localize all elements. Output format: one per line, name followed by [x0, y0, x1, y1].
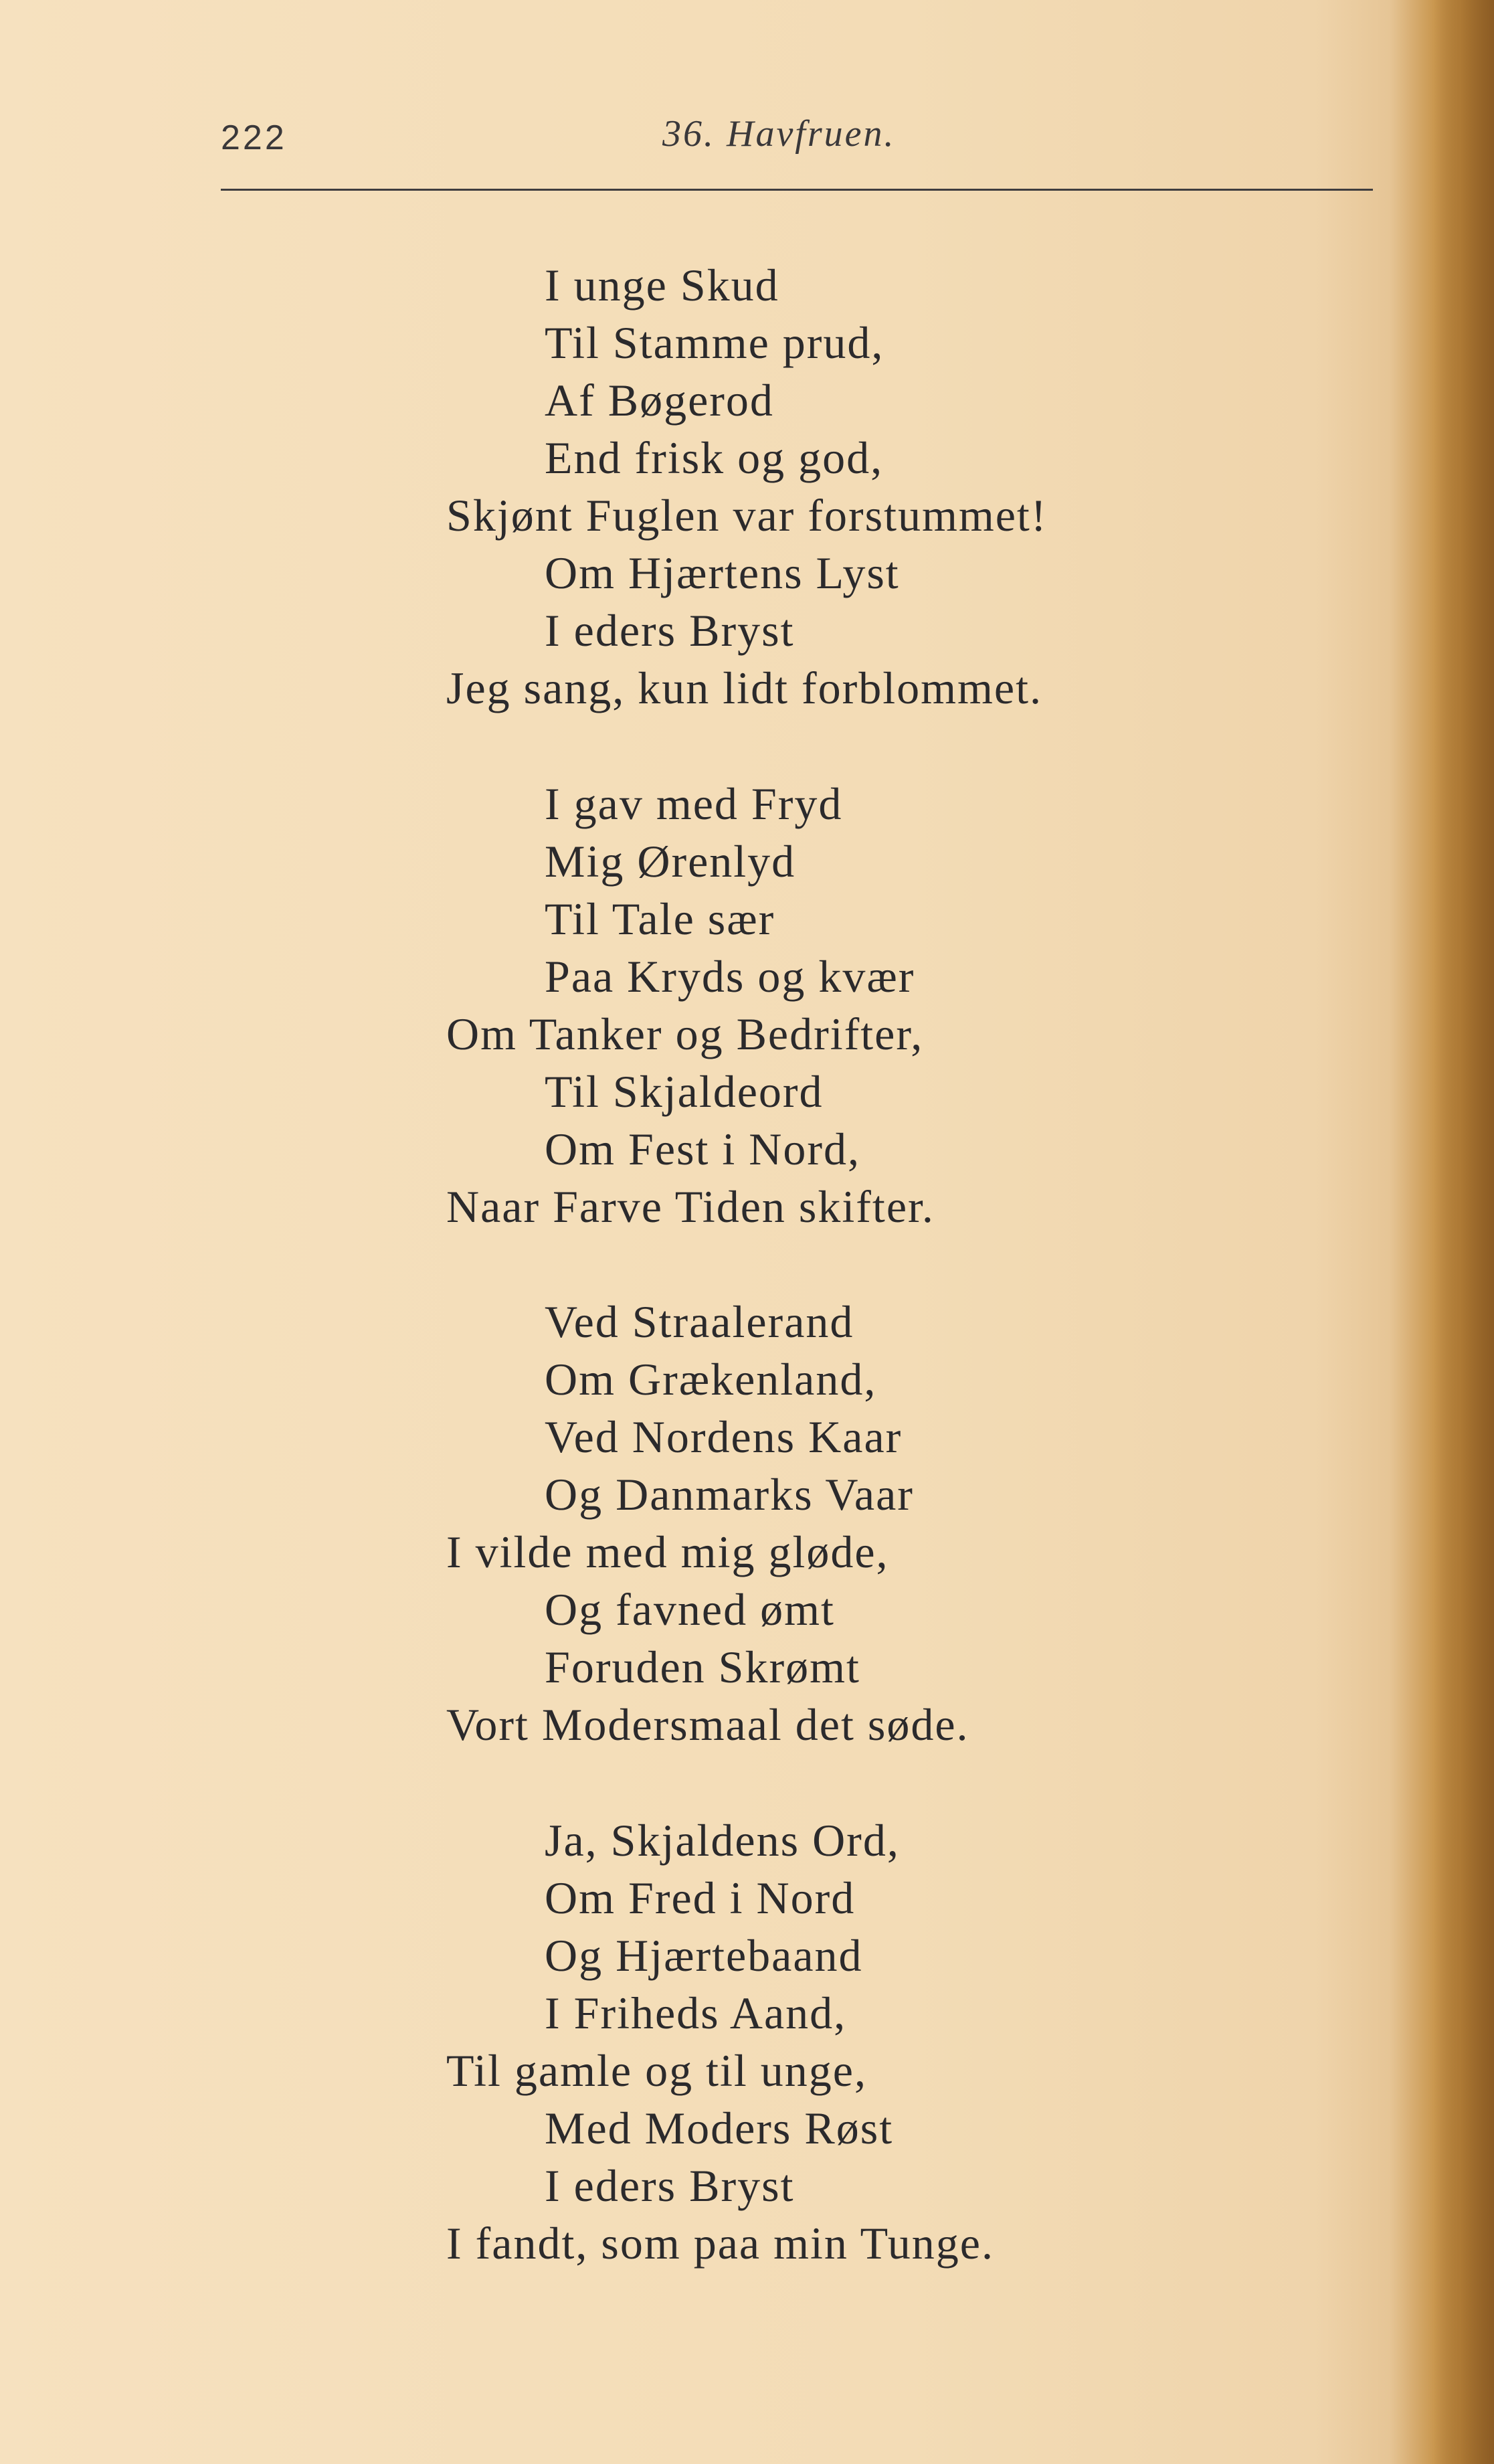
- verse-line: Om Hjærtens Lyst: [545, 547, 900, 598]
- verse-line: Til gamle og til unge,: [446, 2045, 867, 2096]
- page-header: [221, 112, 1372, 166]
- verse-line: I Friheds Aand,: [545, 1988, 847, 2038]
- verse-line: Til Tale sær: [545, 893, 775, 944]
- verse-line: Skjønt Fuglen var forstummet!: [446, 490, 1048, 541]
- verse-line: Med Moders Røst: [545, 2103, 894, 2153]
- verse-line: Ja, Skjaldens Ord,: [545, 1815, 900, 1866]
- verse-line: Af Bøgerod: [545, 375, 774, 426]
- verse-line: I unge Skud: [545, 260, 779, 311]
- page-number: 222: [221, 118, 287, 157]
- verse-line: I eders Bryst: [545, 2160, 795, 2211]
- verse-line: Mig Ørenlyd: [545, 836, 796, 887]
- verse-line: Om Fred i Nord: [545, 1872, 856, 1923]
- verse-line: Og favned ømt: [545, 1584, 835, 1635]
- verse-line: Og Hjærtebaand: [545, 1930, 863, 1981]
- verse-line: Om Tanker og Bedrifter,: [446, 1008, 924, 1059]
- verse-line: Til Skjaldeord: [545, 1066, 824, 1117]
- verse-line: Foruden Skrømt: [545, 1642, 860, 1692]
- header-rule: [221, 189, 1373, 191]
- page-edge-shading: [1434, 0, 1494, 2464]
- verse-line: Om Fest i Nord,: [545, 1124, 860, 1174]
- running-title: 36. Havfruen.: [662, 113, 896, 155]
- verse-line: Om Grækenland,: [545, 1354, 877, 1405]
- verse-line: I vilde med mig gløde,: [446, 1526, 889, 1577]
- verse-line: I fandt, som paa min Tunge.: [446, 2218, 994, 2269]
- verse-line: Naar Farve Tiden skifter.: [446, 1181, 935, 1232]
- verse-line: Jeg sang, kun lidt forblommet.: [446, 663, 1043, 713]
- verse-line: I eders Bryst: [545, 605, 795, 656]
- verse-line: I gav med Fryd: [545, 778, 843, 829]
- verse-line: Til Stamme prud,: [545, 317, 884, 368]
- verse-line: Og Danmarks Vaar: [545, 1469, 914, 1520]
- verse-line: Ved Straalerand: [545, 1296, 854, 1347]
- verse-line: Paa Kryds og kvær: [545, 951, 915, 1002]
- verse-line: End frisk og god,: [545, 432, 884, 483]
- verse-line: Vort Modersmaal det søde.: [446, 1699, 969, 1750]
- verse-line: Ved Nordens Kaar: [545, 1411, 903, 1462]
